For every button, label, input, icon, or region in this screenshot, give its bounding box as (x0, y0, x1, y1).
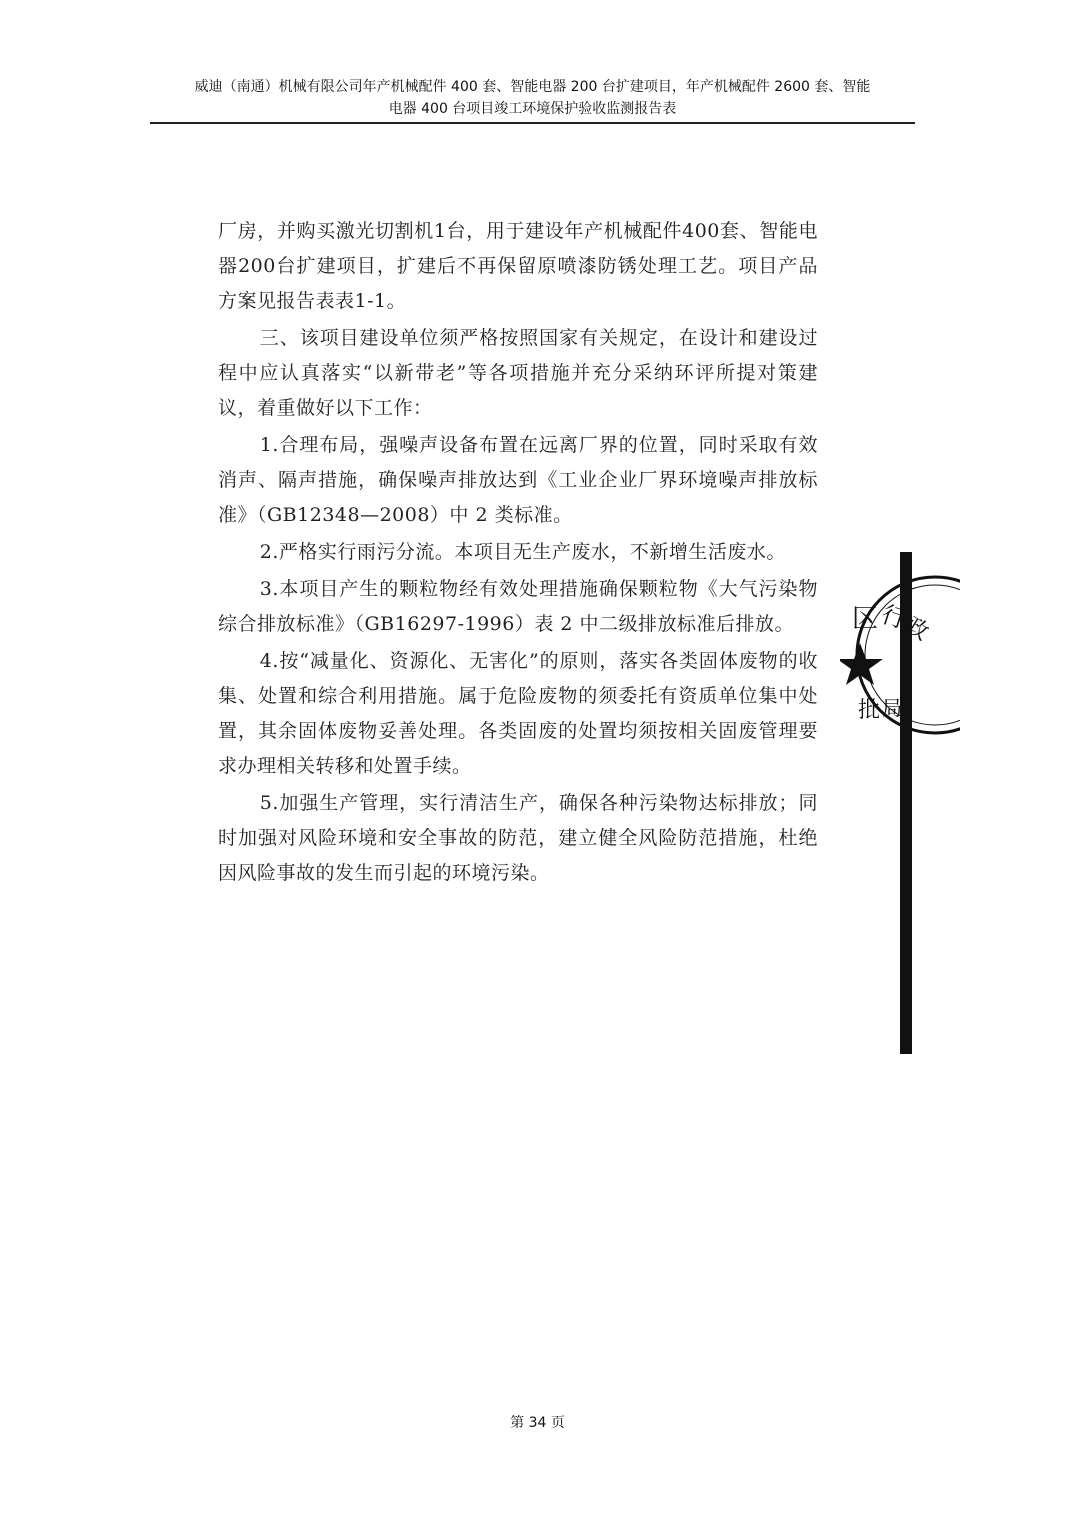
header-title-line-2: 电器 400 台项目竣工环境保护验收监测报告表 (388, 101, 677, 117)
paragraph-continuation: 厂房，并购买激光切割机1台，用于建设年产机械配件400套、智能电器200台扩建项目，扩建后不再保留原喷漆防锈处理工艺。项目产品方案见报告表表1-1。 (218, 220, 818, 312)
paragraph-item-1: 1.合理布局，强噪声设备布置在远离厂界的位置，同时采取有效消声、隔声措施，确保噪声排放达到《工业企业厂界环境噪声排放标准》（GB12348—2008）中 2 类标准。 (218, 434, 818, 526)
svg-text:局: 局 (882, 696, 902, 720)
paragraph-item-4: 4.按“减量化、资源化、无害化”的原则，落实各类固体废物的收集、处置和综合利用措施。属于危险废物的须委托有资质单位集中处置，其余固体废物妥善处理。各类固废的处置均须按相关固废管理要求办理相关转移和处置手续。 (218, 650, 818, 777)
official-seal-stamp (840, 575, 960, 745)
header-title-line-1: 威迪（南通）机械有限公司年产机械配件 400 套、智能电器 200 台扩建项目，年产机械配件 2600 套、智能 (194, 79, 871, 95)
document-body (218, 214, 818, 891)
svg-text:政: 政 (900, 612, 933, 646)
page-header (150, 76, 915, 120)
svg-text:批: 批 (858, 698, 881, 723)
page-number: 第 34 页 (510, 1415, 565, 1431)
seal-icon (840, 575, 960, 745)
svg-text:行: 行 (878, 600, 910, 635)
paragraph-item-2: 2.严格实行雨污分流。本项目无生产废水，不新增生活废水。 (259, 541, 786, 563)
paragraph-section-three: 三、该项目建设单位须严格按照国家有关规定，在设计和建设过程中应认真落实“以新带老”等各项措施并充分采纳环评所提对策建议，着重做好以下工作： (218, 327, 818, 419)
paragraph-item-5: 5.加强生产管理，实行清洁生产，确保各种污染物达标排放；同时加强对风险环境和安全事故的防范，建立健全风险防范措施，杜绝因风险事故的发生而引起的环境污染。 (218, 792, 818, 884)
header-rule (150, 122, 915, 124)
paragraph-item-3: 3.本项目产生的颗粒物经有效处理措施确保颗粒物《大气污染物综合排放标准》（GB16297-1996）表 2 中二级排放标准后排放。 (218, 578, 818, 635)
svg-text:区: 区 (852, 604, 879, 634)
